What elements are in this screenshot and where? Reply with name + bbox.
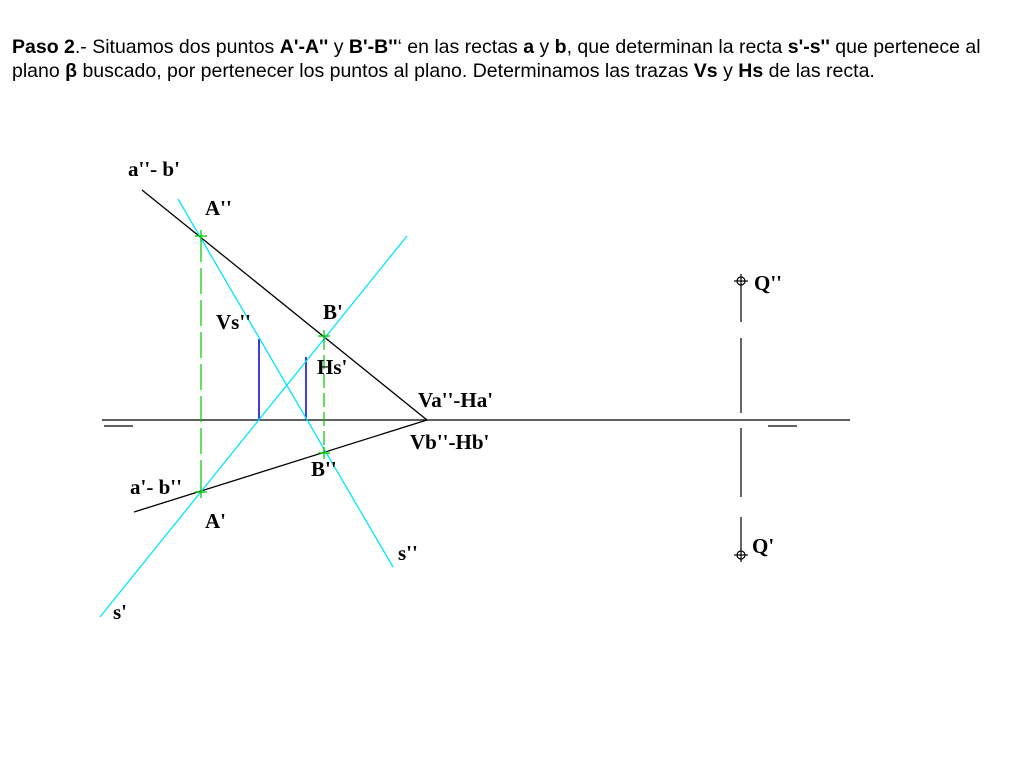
text-segment: que pertenece al plano (12, 36, 981, 82)
label-Hs1: Hs' (317, 355, 348, 379)
label-B2: B'' (311, 457, 337, 481)
label-Va2-Ha1: Va''-Ha' (418, 388, 494, 412)
label-B1: B' (323, 300, 343, 324)
label-Vb2-Hb1: Vb''-Hb' (410, 430, 490, 454)
step-label: Paso 2 (12, 36, 75, 58)
text-segment: y (328, 36, 349, 58)
label-s1: s' (113, 600, 128, 624)
label-a2-b1: a''- b' (128, 157, 180, 181)
line-s-name: s'-s'' (787, 36, 830, 58)
text-segment: ‘ en las rectas (397, 36, 524, 58)
point-marker-q1 (734, 548, 748, 562)
line-b-name: b (554, 36, 567, 58)
line-a-name: a (523, 36, 535, 58)
text-segment: y (717, 60, 739, 82)
label-Q1: Q' (752, 534, 775, 558)
line-a2-b1 (142, 190, 427, 420)
text-segment: buscado, por pertenecer los puntos al plano. Determinamos las trazas (77, 60, 694, 82)
trace-vs-name: Vs (693, 60, 718, 82)
text-segment: .- Situamos dos puntos (74, 36, 280, 58)
label-A1: A' (205, 509, 226, 533)
text-segment: y (534, 36, 555, 58)
point-b-name: B'-B'' (348, 36, 398, 58)
label-s2: s'' (398, 541, 418, 565)
point-a-name: A'-A'' (279, 36, 329, 58)
label-Vs2: Vs'' (216, 310, 252, 334)
plane-beta-name: β (65, 60, 78, 82)
label-A2: A'' (205, 196, 232, 220)
text-segment: , que determinan la recta (566, 36, 788, 58)
label-Q2: Q'' (754, 271, 783, 295)
label-a1-b2: a'- b'' (130, 475, 182, 499)
point-marker-q2 (734, 274, 748, 288)
line-s1 (100, 236, 407, 617)
trace-hs-name: Hs (738, 60, 764, 82)
text-segment: de las recta. (763, 60, 875, 82)
